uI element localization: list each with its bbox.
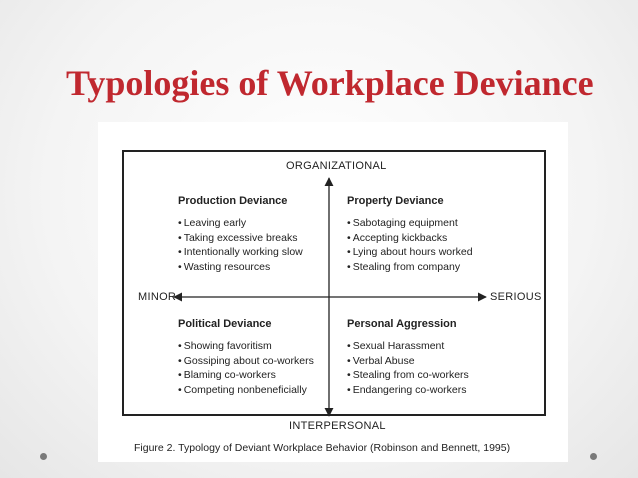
quadrant-list bbox=[347, 339, 507, 397]
list-item: • Endangering co-workers bbox=[347, 383, 507, 398]
axis-label-minor: MINOR bbox=[138, 291, 177, 303]
slide-nav-dot-left bbox=[40, 453, 47, 460]
list-item: • Sexual Harassment bbox=[347, 339, 507, 354]
list-item: • Intentionally working slow bbox=[178, 245, 338, 260]
list-item: • Wasting resources bbox=[178, 260, 338, 275]
quadrant-list bbox=[347, 216, 507, 274]
quadrant-property-deviance bbox=[347, 195, 507, 274]
list-item: • Showing favoritism bbox=[178, 339, 338, 354]
quadrant-list bbox=[178, 339, 338, 397]
list-item: • Gossiping about co-workers bbox=[178, 354, 338, 369]
quadrant-title: Political Deviance bbox=[178, 318, 272, 330]
axis-label-interpersonal: INTERPERSONAL bbox=[289, 420, 386, 432]
list-item: • Sabotaging equipment bbox=[347, 216, 507, 231]
list-item: • Verbal Abuse bbox=[347, 354, 507, 369]
list-item: • Competing nonbeneficially bbox=[178, 383, 338, 398]
slide-nav-dot-right bbox=[590, 453, 597, 460]
quadrant-title: Production Deviance bbox=[178, 195, 288, 207]
list-item: • Accepting kickbacks bbox=[347, 231, 507, 246]
axis-label-organizational: ORGANIZATIONAL bbox=[286, 160, 387, 172]
quadrant-list bbox=[178, 216, 338, 274]
list-item: • Stealing from company bbox=[347, 260, 507, 275]
slide-title: Typologies of Workplace Deviance bbox=[66, 63, 594, 103]
quadrant-political-deviance bbox=[178, 318, 338, 397]
list-item: • Stealing from co-workers bbox=[347, 368, 507, 383]
quadrant-personal-aggression bbox=[347, 318, 507, 397]
list-item: • Lying about hours worked bbox=[347, 245, 507, 260]
list-item: • Taking excessive breaks bbox=[178, 231, 338, 246]
quadrant-title: Property Deviance bbox=[347, 195, 444, 207]
typology-figure bbox=[98, 122, 568, 462]
quadrant-production-deviance bbox=[178, 195, 338, 274]
figure-caption: Figure 2. Typology of Deviant Workplace Behavior (Robinson and Bennett, 1995) bbox=[134, 442, 511, 454]
list-item: • Leaving early bbox=[178, 216, 338, 231]
list-item: • Blaming co-workers bbox=[178, 368, 338, 383]
axis-label-serious: SERIOUS bbox=[490, 291, 542, 303]
quadrant-title: Personal Aggression bbox=[347, 318, 457, 330]
